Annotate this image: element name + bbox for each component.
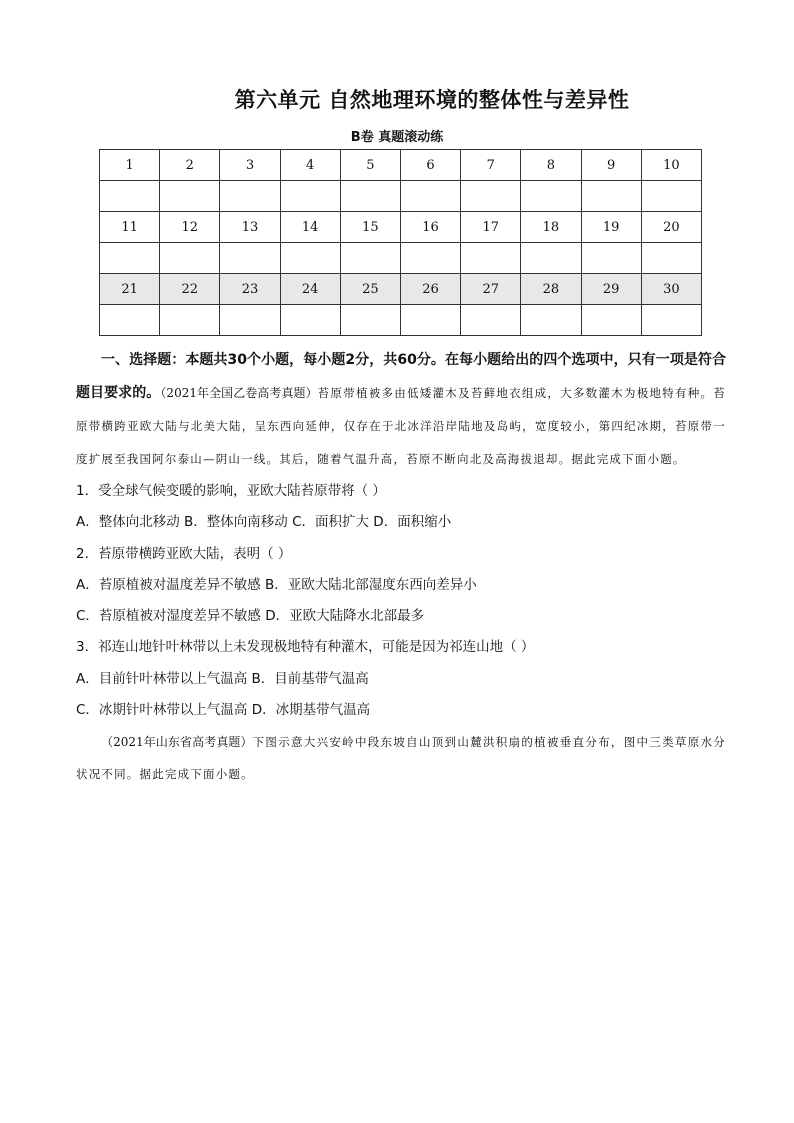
page-title: 第六单元 自然地理环境的整体性与差异性 [234, 88, 630, 112]
answer-cell[interactable] [461, 181, 521, 212]
question-number-cell: 13 [220, 212, 280, 243]
answer-cell[interactable] [280, 181, 340, 212]
question-number-cell: 11 [100, 212, 160, 243]
answer-grid-blank-row [100, 305, 702, 336]
question-number-cell: 10 [641, 150, 701, 181]
question-1-options[interactable]: A．整体向北移动 B．整体向南移动 C．面积扩大 D．面积缩小 [76, 514, 452, 531]
question-number-cell: 12 [160, 212, 220, 243]
answer-grid-number-row [100, 274, 702, 305]
question-3-stem: 3．祁连山地针叶林带以上未发现极地特有种灌木，可能是因为祁连山地（ ） [76, 639, 535, 656]
question-3-options-cd[interactable]: C．冰期针叶林带以上气温高 D．冰期基带气温高 [76, 702, 371, 719]
question-number-cell: 28 [521, 274, 581, 305]
question-number-cell: 21 [100, 274, 160, 305]
question-number-cell: 15 [340, 212, 400, 243]
question-number-cell: 29 [581, 274, 641, 305]
question-number-cell: 8 [521, 150, 581, 181]
question-number-cell: 3 [220, 150, 280, 181]
section1-source: （2021年全国乙卷高考真题） [160, 386, 318, 400]
answer-cell[interactable] [641, 305, 701, 336]
question-number-cell: 16 [400, 212, 460, 243]
answer-grid-blank-row [100, 243, 702, 274]
question-number-cell: 2 [160, 150, 220, 181]
answer-cell[interactable] [400, 305, 460, 336]
answer-grid-number-row [100, 212, 702, 243]
question-number-cell: 20 [641, 212, 701, 243]
question-content [76, 344, 726, 790]
answer-grid-blank-row [100, 181, 702, 212]
answer-cell[interactable] [340, 243, 400, 274]
answer-cell[interactable] [340, 305, 400, 336]
answer-cell[interactable] [400, 243, 460, 274]
answer-cell[interactable] [641, 243, 701, 274]
answer-cell[interactable] [160, 305, 220, 336]
section1-intro [76, 344, 726, 476]
question-number-cell: 30 [641, 274, 701, 305]
question-number-cell: 4 [280, 150, 340, 181]
answer-cell[interactable] [581, 243, 641, 274]
answer-cell[interactable] [521, 243, 581, 274]
answer-cell[interactable] [340, 181, 400, 212]
answer-cell[interactable] [521, 181, 581, 212]
answer-cell[interactable] [521, 305, 581, 336]
question-number-cell: 22 [160, 274, 220, 305]
question-number-cell: 27 [461, 274, 521, 305]
question-number-cell: 19 [581, 212, 641, 243]
answer-cell[interactable] [400, 181, 460, 212]
question-number-cell: 6 [400, 150, 460, 181]
answer-cell[interactable] [280, 305, 340, 336]
question-2-options-ab[interactable]: A．苔原植被对温度差异不敏感 B．亚欧大陆北部湿度东西向差异小 [76, 576, 477, 593]
question-1-stem: 1．受全球气候变暖的影响，亚欧大陆苔原带将（ ） [76, 483, 386, 499]
section2-intro [76, 726, 726, 790]
answer-cell[interactable] [220, 305, 280, 336]
answer-grid-number-row [100, 150, 702, 181]
question-number-cell: 23 [220, 274, 280, 305]
answer-cell[interactable] [461, 243, 521, 274]
answer-cell[interactable] [100, 243, 160, 274]
question-number-cell: 18 [521, 212, 581, 243]
page-subtitle: B卷 真题滚动练 [350, 130, 444, 145]
answer-cell[interactable] [160, 243, 220, 274]
answer-cell[interactable] [100, 181, 160, 212]
question-number-cell: 24 [280, 274, 340, 305]
question-number-cell: 9 [581, 150, 641, 181]
answer-grid [99, 149, 702, 336]
answer-cell[interactable] [160, 181, 220, 212]
answer-cell[interactable] [461, 305, 521, 336]
answer-cell[interactable] [220, 181, 280, 212]
section1-heading: 一、选择题：本题共30个小题，每小题2分，共60分。在每小题给出的四个选项中，只有一项是符合题目要求的。 [76, 352, 726, 401]
question-number-cell: 5 [340, 150, 400, 181]
section1-passage: 苔原带植被多由低矮灌木及苔藓地衣组成，大多数灌木为极地特有种。苔原带横跨亚欧大陆与北美大陆，呈东西向延伸，仅存在于北冰洋沿岸陆地及岛屿，宽度较小，第四纪冰期，苔原带一度扩展至我国阿尔泰山—阴山一线。其后，随着气温升高，苔原不断向北及高海拔退却。据此完成下面小题。 [76, 386, 726, 466]
question-number-cell: 17 [461, 212, 521, 243]
answer-cell[interactable] [280, 243, 340, 274]
question-number-cell: 25 [340, 274, 400, 305]
answer-cell[interactable] [641, 181, 701, 212]
question-number-cell: 1 [100, 150, 160, 181]
answer-cell[interactable] [581, 305, 641, 336]
question-number-cell: 14 [280, 212, 340, 243]
question-number-cell: 7 [461, 150, 521, 181]
section2-passage: 下图示意大兴安岭中段东坡自山顶到山麓洪积扇的植被垂直分布，图中三类草原水分状况不同。据此完成下面小题。 [76, 735, 726, 782]
answer-cell[interactable] [100, 305, 160, 336]
answer-cell[interactable] [581, 181, 641, 212]
question-number-cell: 26 [400, 274, 460, 305]
answer-cell[interactable] [220, 243, 280, 274]
question-2-stem: 2．苔原带横跨亚欧大陆，表明（ ） [76, 545, 292, 562]
question-2-options-cd[interactable]: C．苔原植被对湿度差异不敏感 D．亚欧大陆降水北部最多 [76, 608, 425, 625]
question-3-options-ab[interactable]: A．目前针叶林带以上气温高 B．目前基带气温高 [76, 670, 369, 687]
section2-source: （2021年山东省高考真题） [101, 735, 253, 750]
